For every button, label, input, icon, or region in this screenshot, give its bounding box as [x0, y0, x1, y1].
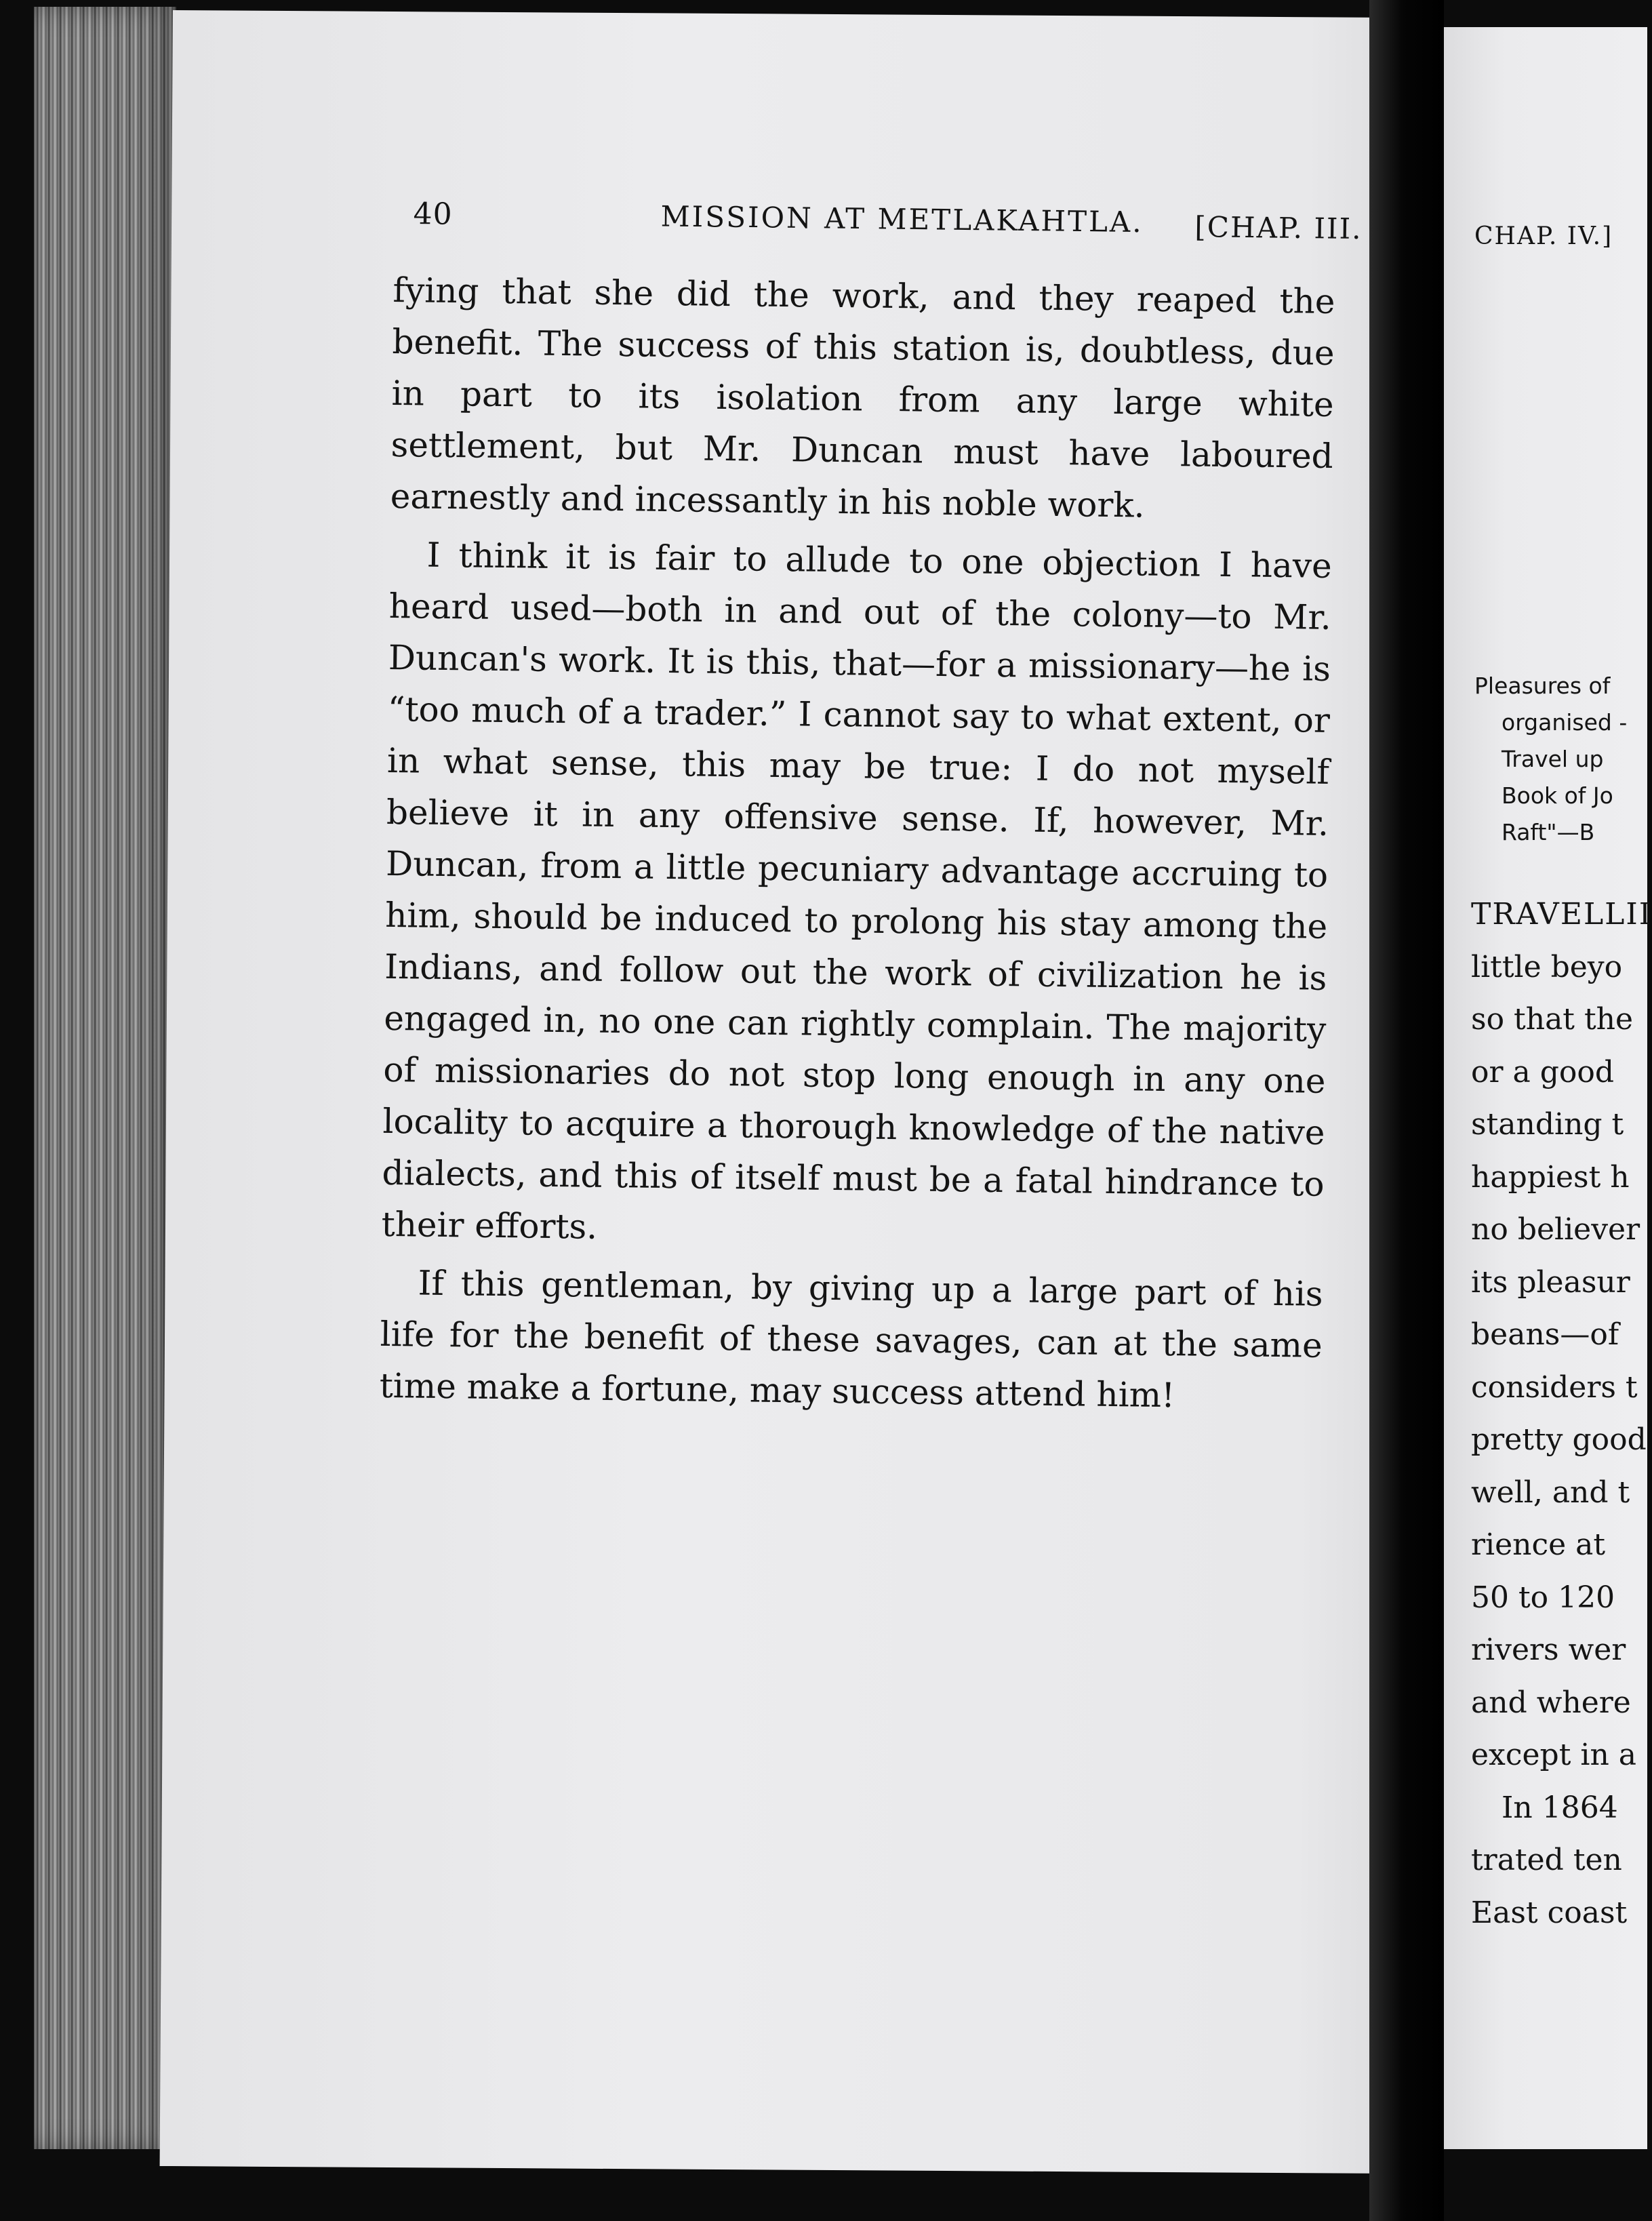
paragraph: fying that she did the work, and they reaped the benefit. The success of this station is, doubtless, due in part to its isolation from any large white settlement, but Mr. Duncan must have laboured earnestly and incessantly in his noble work.	[390, 270, 1335, 525]
paragraph: If this gentleman, by giving up a large part of his life for the benefit of these savages, can at the same time make a fortune, may success attend him!	[379, 1263, 1323, 1416]
text-line: its pleasur	[1471, 1264, 1630, 1300]
text-line: considers t	[1471, 1369, 1638, 1405]
right-body-text	[1471, 888, 1652, 1939]
text-line: standing t	[1471, 1107, 1624, 1142]
summary-line: Travel up	[1502, 746, 1604, 772]
text-line: except in a	[1471, 1738, 1636, 1772]
body-text	[379, 264, 1335, 1423]
text-line: or a good	[1471, 1054, 1615, 1089]
text-line: and where	[1471, 1685, 1631, 1720]
summary-line: Raft"—B	[1502, 819, 1595, 845]
chapter-summary	[1474, 668, 1630, 851]
text-line: East coast	[1471, 1895, 1628, 1930]
running-title: MISSION AT METLAKAHTLA.	[660, 199, 1144, 239]
text-line: trated ten	[1471, 1843, 1622, 1877]
right-chapter-reference: CHAP. IV.]	[1474, 222, 1613, 250]
text-line: rience at	[1471, 1527, 1606, 1562]
text-line: little beyo	[1471, 949, 1623, 984]
summary-line: Pleasures of	[1474, 673, 1611, 699]
page-number: 40	[413, 197, 453, 232]
text-line: 50 to 120	[1471, 1580, 1615, 1615]
summary-line: Book of Jo	[1502, 782, 1613, 809]
chapter-reference: [CHAP. III.	[1194, 210, 1363, 246]
text-line: no believer	[1471, 1212, 1640, 1247]
text-line: happiest h	[1471, 1159, 1630, 1195]
text-line: In 1864	[1502, 1790, 1618, 1825]
text-line: rivers wer	[1471, 1633, 1626, 1667]
paragraph: I think it is fair to allude to one objection I have heard used—both in and out of the colony—to Mr. Duncan's work. It is this, that—for a missionary—he is “too much of a trader.” I cannot say to what extent, or in what sense, this may be true: I do not myself believe it in any offensive sense. If, however, Mr. Duncan, from a little pecuniary advantage accruing to him, should be induced to prolong his stay among the Indians, and follow out the work of civilization he is engaged in, no one can rightly complain. The majority of missionaries do not stop long enough in any one locality to acquire a thorough knowledge of the native dialects, and this of itself must be a fatal hindrance to their efforts.	[381, 535, 1333, 1247]
running-head	[413, 197, 1363, 269]
summary-line: organised -	[1502, 709, 1628, 736]
page-edges	[34, 7, 176, 2149]
text-line: so that the	[1471, 1002, 1634, 1037]
book-spine	[1369, 0, 1444, 2221]
text-line: well, and t	[1471, 1475, 1630, 1510]
text-line: pretty good	[1471, 1422, 1647, 1457]
text-line: beans—of	[1471, 1317, 1619, 1352]
text-line: TRAVELLII	[1471, 897, 1652, 932]
